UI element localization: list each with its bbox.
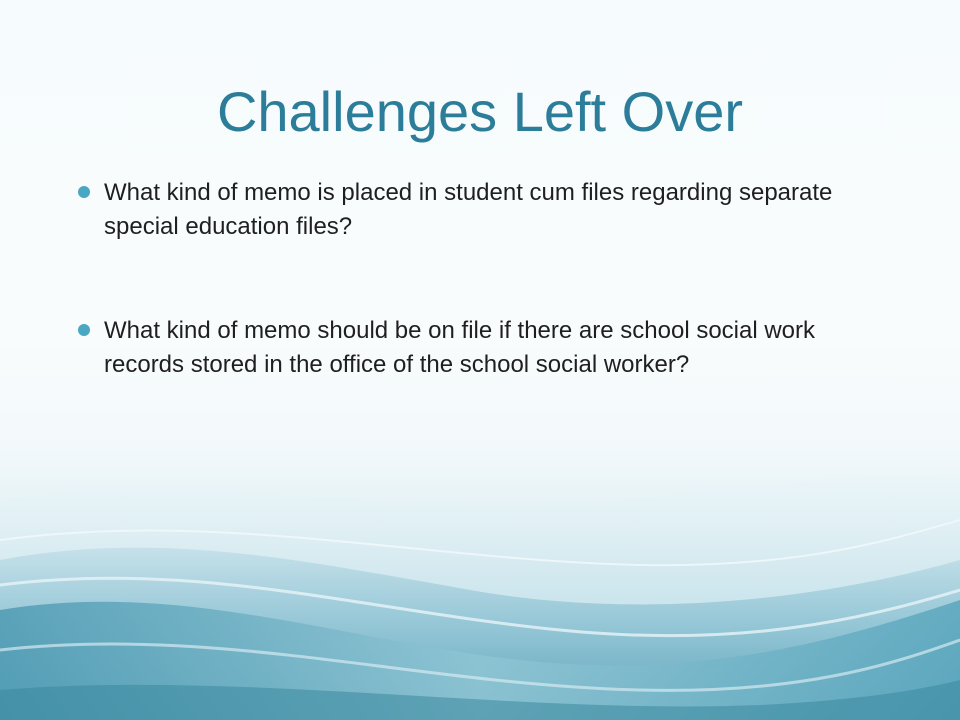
bullet-text: What kind of memo is placed in student cum files regarding separate special education files? xyxy=(104,179,833,240)
bullet-item xyxy=(78,176,878,244)
slide-title: Challenges Left Over xyxy=(216,80,744,143)
bullet-item xyxy=(78,314,878,382)
bullet-list xyxy=(78,176,878,382)
bullet-text: What kind of memo should be on file if there are school social work records stored in the office of the school social worker? xyxy=(104,317,816,378)
bullet-dot-icon xyxy=(78,324,90,336)
bullet-dot-icon xyxy=(78,186,90,198)
